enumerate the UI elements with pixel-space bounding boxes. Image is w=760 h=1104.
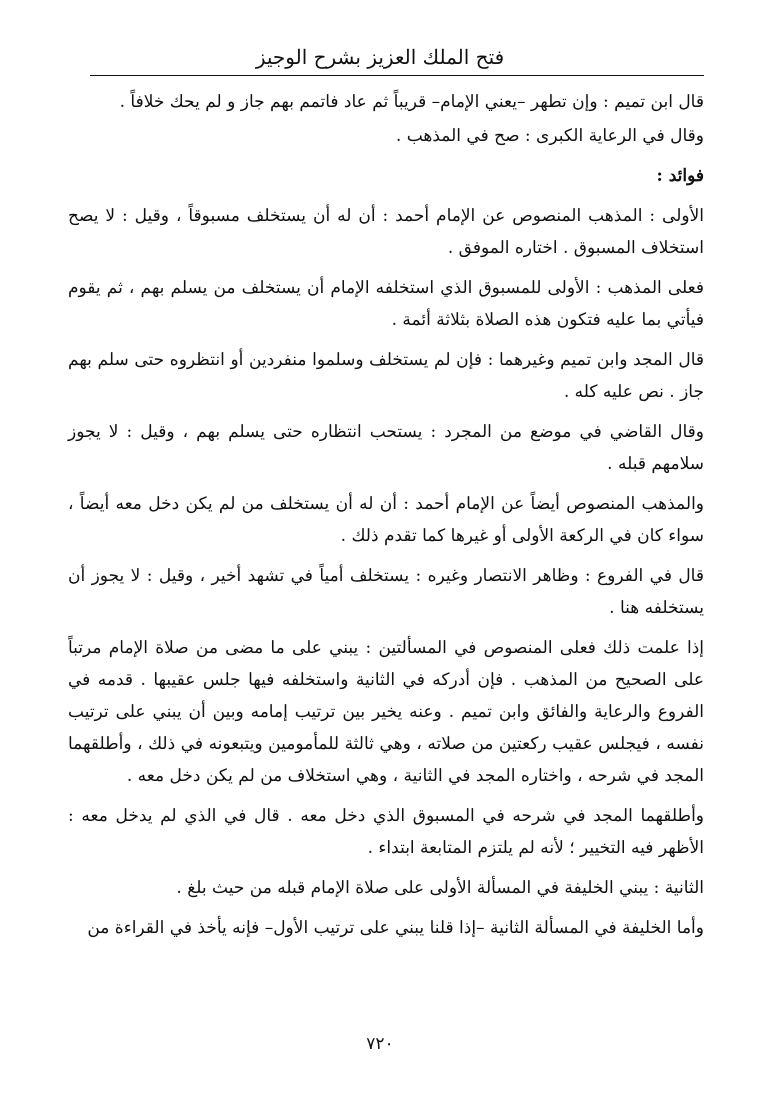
section-heading-fawaid: فوائد : bbox=[656, 166, 704, 186]
paragraph-second-benefit: الثانية : يبني الخليفة في المسألة الأولى على صلاة الإمام قبله من حيث بلغ . bbox=[176, 878, 704, 898]
page-body bbox=[68, 86, 704, 952]
paragraph-majd-ibn-tamim: قال المجد وابن تميم وغيرهما : فإن لم يستخلف وسلموا منفردين أو انتظروه حتى سلم بهم جاز . نص عليه كله . bbox=[68, 350, 704, 402]
header-rule bbox=[90, 75, 704, 76]
paragraph-madhab-mansus: والمذهب المنصوص أيضاً عن الإمام أحمد : أن له أن يستخلف من لم يكن دخل معه أيضاً ، سواء كان في الركعة الأولى أو غيرها كما تقدم ذلك . bbox=[68, 494, 704, 546]
running-header-title: فتح الملك العزيز بشرح الوجيز bbox=[255, 45, 505, 69]
paragraph-madhab-masbuq: فعلى المذهب : الأولى للمسبوق الذي استخلفه الإمام أن يستخلف من يسلم بهم ، ثم يقوم فيأتي بما عليه فتكون هذه الصلاة بثلاثة أئمة . bbox=[68, 278, 704, 330]
page-number: ٧٢٠ bbox=[366, 1034, 394, 1054]
paragraph-majd-sharh: وأطلقهما المجد في شرحه في المسبوق الذي دخل معه . قال في الذي لم يدخل معه : الأظهر فيه التخيير ؛ لأنه لم يلتزم المتابعة ابتداء . bbox=[68, 806, 704, 858]
paragraph-masalatayn: إذا علمت ذلك فعلى المنصوص في المسألتين : يبني على ما مضى من صلاة الإمام مرتباً على الصحيح من المذهب . فإن أدركه في الثانية واستخلفه فيها جلس عقيبها . قدمه في الفروع والرعاية والفائق وابن تميم . وعنه يخير بين ترتيب إمامه وبين أن يبني على ترتيب نفسه ، فيجلس عقيب ركعتين من صلاته ، وهي ثالثة للمأمومين ويتبعونه في ذلك ، وأطلقهما المجد في شرحه ، واختاره المجد في الثانية ، وهي استخلاف من لم يكن دخل معه . bbox=[68, 638, 704, 786]
paragraph-furu: قال في الفروع : وظاهر الانتصار وغيره : يستخلف أمياً في تشهد أخير ، وقيل : لا يجوز أن يستخلفه هنا . bbox=[68, 566, 704, 618]
paragraph-qadi-mujarrad: وقال القاضي في موضع من المجرد : يستحب انتظاره حتى يسلم بهم ، وقيل : لا يجوز سلامهم قبله . bbox=[68, 422, 704, 474]
paragraph-riaya: وقال في الرعاية الكبرى : صح في المذهب . bbox=[395, 126, 704, 146]
paragraph-first-benefit: الأولى : المذهب المنصوص عن الإمام أحمد : أن له أن يستخلف مسبوقاً ، وقيل : لا يصح استخلاف المسبوق . اختاره الموفق . bbox=[68, 206, 704, 258]
paragraph-ibn-tamim: قال ابن تميم : وإن تطهر –يعني الإمام– قريباً ثم عاد فاتمم بهم جاز و لم يحك خلافاً . bbox=[119, 92, 704, 112]
paragraph-khalifa: وأما الخليفة في المسألة الثانية –إذا قلنا يبني على ترتيب الأول– فإنه يأخذ في القراءة من bbox=[87, 918, 704, 938]
